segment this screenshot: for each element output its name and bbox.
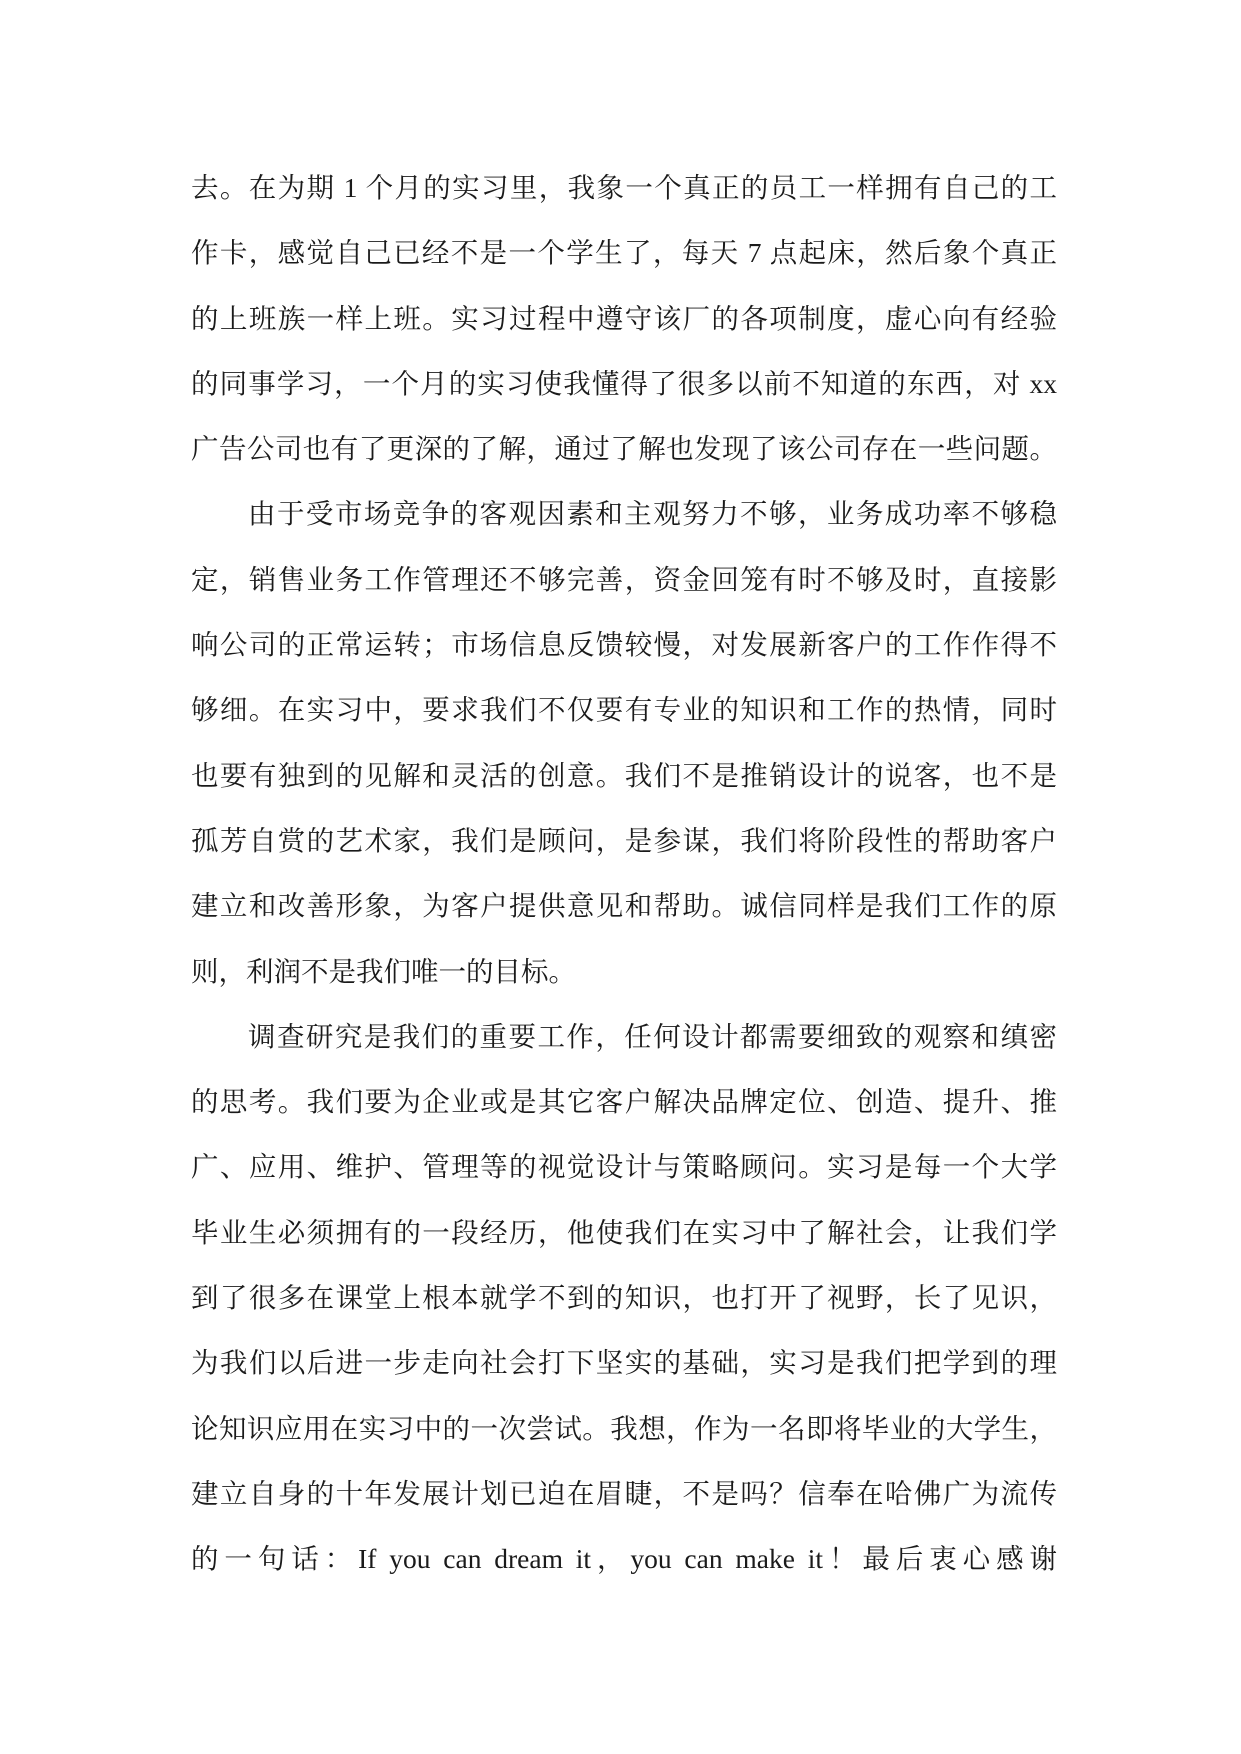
- text-line: 论知识应用在实习中的一次尝试。我想，作为一名即将毕业的大学生，: [191, 1412, 1057, 1444]
- text-line: 则，利润不是我们唯一的目标。: [191, 955, 576, 987]
- text-line: 的思考。我们要为企业或是其它客户解决品牌定位、创造、提升、推: [191, 1086, 1057, 1118]
- text-line: 建立和改善形象，为客户提供意见和帮助。诚信同样是我们工作的原: [191, 890, 1057, 922]
- text-line: 毕业生必须拥有的一段经历，他使我们在实习中了解社会，让我们学: [191, 1216, 1057, 1248]
- text-line: 定，销售业务工作管理还不够完善，资金回笼有时不够及时，直接影: [191, 563, 1057, 595]
- paragraph-2: [191, 481, 1057, 1003]
- text-line: 为我们以后进一步走向社会打下坚实的基础，实习是我们把学到的理: [191, 1347, 1057, 1379]
- text-line: 作卡，感觉自己已经不是一个学生了，每天 7 点起床，然后象个真正: [191, 237, 1057, 269]
- text-line: 由于受市场竞争的客观因素和主观努力不够，业务成功率不够稳: [248, 498, 1057, 530]
- paragraph-3: [191, 1004, 1057, 1592]
- text-line: 响公司的正常运转；市场信息反馈较慢，对发展新客户的工作作得不: [191, 629, 1057, 661]
- document-body: [191, 155, 1057, 1592]
- text-line: 去。在为期 1 个月的实习里，我象一个真正的员工一样拥有自己的工: [191, 172, 1057, 203]
- text-line: 建立自身的十年发展计划已迫在眉睫，不是吗？信奉在哈佛广为流传: [191, 1477, 1057, 1509]
- text-line: 的一句话：If you can dream it，you can make it！最后衷心感谢: [191, 1543, 1057, 1575]
- text-line: 孤芳自赏的艺术家，我们是顾问，是参谋，我们将阶段性的帮助客户: [191, 824, 1057, 856]
- paragraph-1: [191, 155, 1057, 481]
- text-line: 广告公司也有了更深的了解，通过了解也发现了该公司存在一些问题。: [191, 433, 1057, 465]
- text-line: 调查研究是我们的重要工作，任何设计都需要细致的观察和缜密: [248, 1020, 1057, 1052]
- text-line: 够细。在实习中，要求我们不仅要有专业的知识和工作的热情，同时: [191, 694, 1057, 726]
- text-line: 也要有独到的见解和灵活的创意。我们不是推销设计的说客，也不是: [191, 759, 1057, 791]
- text-line: 的同事学习，一个月的实习使我懂得了很多以前不知道的东西，对 xx: [191, 367, 1057, 399]
- text-line: 到了很多在课堂上根本就学不到的知识，也打开了视野，长了见识，: [191, 1282, 1057, 1314]
- text-line: 广、应用、维护、管理等的视觉设计与策略顾问。实习是每一个大学: [191, 1151, 1057, 1183]
- text-line: 的上班族一样上班。实习过程中遵守该厂的各项制度，虚心向有经验: [191, 302, 1057, 334]
